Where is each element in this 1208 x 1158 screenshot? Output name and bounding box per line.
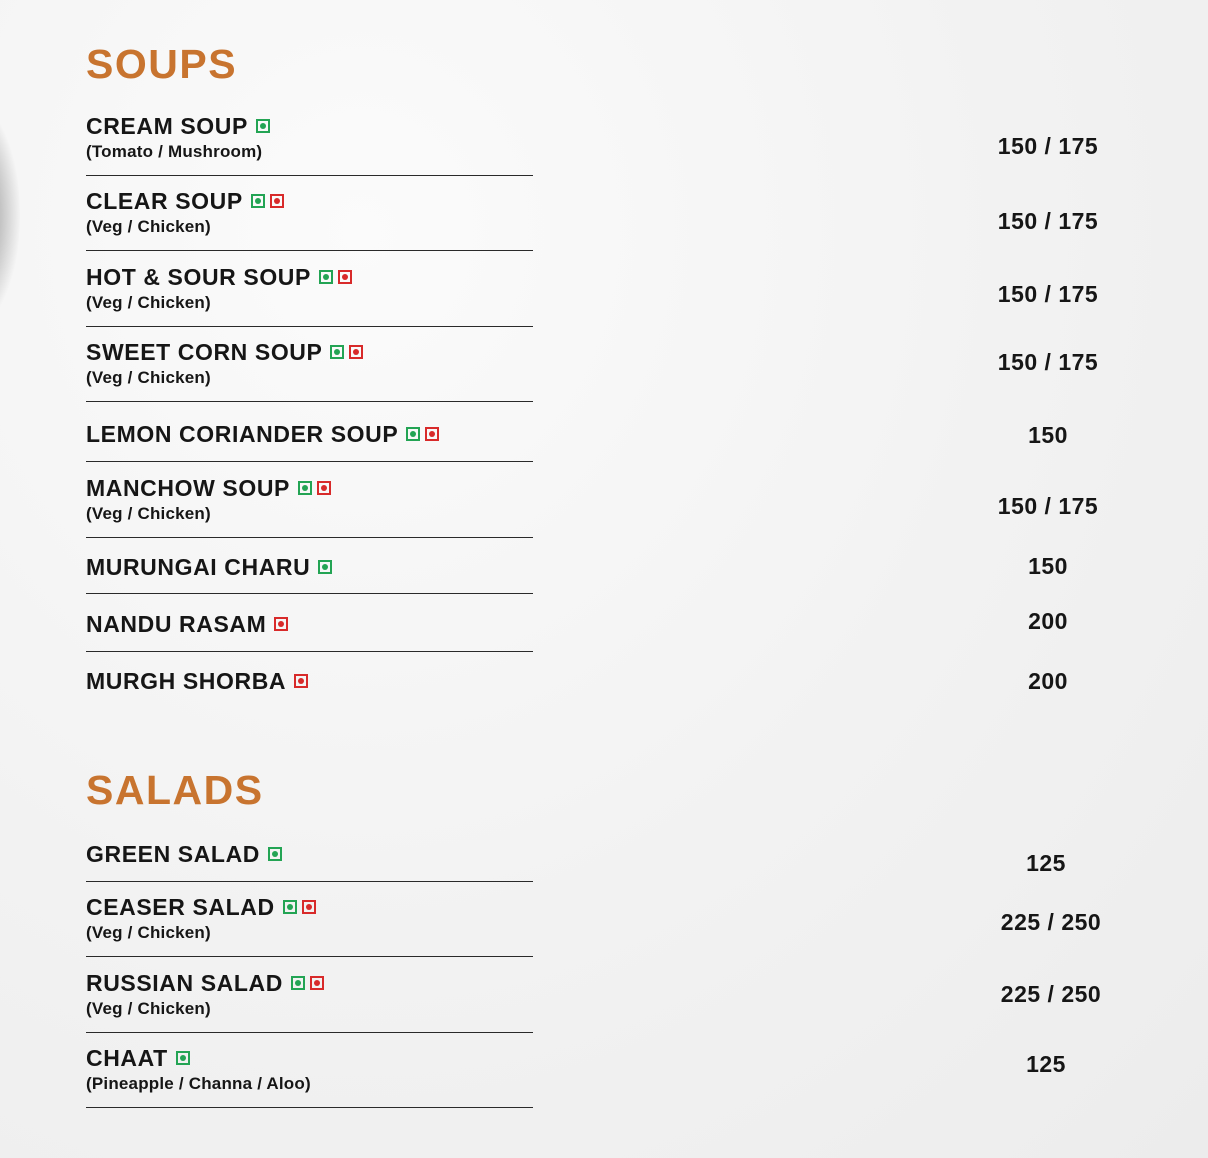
veg-mark-icon xyxy=(256,119,270,133)
item-price: 150 / 175 xyxy=(997,133,1099,159)
item-name: MANCHOW SOUP xyxy=(86,475,290,501)
item-price: 150 / 175 xyxy=(997,208,1099,234)
veg-mark-icon xyxy=(268,847,282,861)
item-price: 125 xyxy=(1026,1051,1066,1077)
menu-item-murungai-charu xyxy=(86,553,533,594)
menu-item-russian-salad xyxy=(86,969,533,1033)
menu-item-green-salad xyxy=(86,840,533,882)
non-veg-mark-icon xyxy=(317,481,331,495)
salads-title: SALADS xyxy=(86,767,264,813)
veg-mark-icon xyxy=(176,1051,190,1065)
item-price: 150 / 175 xyxy=(997,281,1099,307)
veg-mark-icon xyxy=(318,560,332,574)
menu-item-sweet-corn-soup xyxy=(86,338,533,402)
non-veg-mark-icon xyxy=(274,617,288,631)
item-name: CEASER SALAD xyxy=(86,894,275,920)
item-sub: (Veg / Chicken) xyxy=(86,923,211,942)
plate-shadow xyxy=(0,90,20,340)
veg-mark-icon xyxy=(291,976,305,990)
menu-item-chaat xyxy=(86,1044,533,1108)
item-price: 225 / 250 xyxy=(1000,981,1102,1007)
item-price: 150 / 175 xyxy=(997,349,1099,375)
non-veg-mark-icon xyxy=(310,976,324,990)
non-veg-mark-icon xyxy=(338,270,352,284)
item-name: MURUNGAI CHARU xyxy=(86,554,311,580)
veg-mark-icon xyxy=(283,900,297,914)
item-name: CLEAR SOUP xyxy=(86,188,243,214)
menu-item-hot-sour-soup xyxy=(86,263,533,327)
non-veg-mark-icon xyxy=(294,674,308,688)
item-sub: (Pineapple / Channa / Aloo) xyxy=(86,1074,311,1093)
item-name: LEMON CORIANDER SOUP xyxy=(86,421,399,447)
menu-item-lemon-coriander-soup xyxy=(86,420,533,462)
veg-mark-icon xyxy=(406,427,420,441)
veg-mark-icon xyxy=(251,194,265,208)
item-name: HOT & SOUR SOUP xyxy=(86,264,311,290)
item-name: NANDU RASAM xyxy=(86,611,267,637)
item-sub: (Veg / Chicken) xyxy=(86,504,211,523)
menu-item-murgh-shorba xyxy=(86,667,533,701)
item-name: SWEET CORN SOUP xyxy=(86,339,323,365)
item-sub: (Tomato / Mushroom) xyxy=(86,142,263,161)
non-veg-mark-icon xyxy=(302,900,316,914)
item-price: 200 xyxy=(1028,668,1068,694)
veg-mark-icon xyxy=(330,345,344,359)
veg-mark-icon xyxy=(298,481,312,495)
soups-title: SOUPS xyxy=(86,41,238,87)
non-veg-mark-icon xyxy=(270,194,284,208)
item-price: 150 xyxy=(1028,422,1068,448)
veg-mark-icon xyxy=(319,270,333,284)
item-sub: (Veg / Chicken) xyxy=(86,368,211,387)
non-veg-mark-icon xyxy=(425,427,439,441)
item-sub: (Veg / Chicken) xyxy=(86,999,211,1018)
item-name: RUSSIAN SALAD xyxy=(86,970,283,996)
item-name: MURGH SHORBA xyxy=(86,668,287,694)
item-price: 225 / 250 xyxy=(1000,909,1102,935)
non-veg-mark-icon xyxy=(349,345,363,359)
item-name: GREEN SALAD xyxy=(86,841,261,867)
item-price: 150 / 175 xyxy=(997,493,1099,519)
menu-item-ceaser-salad xyxy=(86,893,533,957)
item-price: 125 xyxy=(1026,850,1066,876)
item-price: 150 xyxy=(1028,553,1068,579)
menu-item-cream-soup xyxy=(86,112,533,176)
menu-item-clear-soup xyxy=(86,187,533,251)
item-name: CHAAT xyxy=(86,1045,168,1071)
item-name: CREAM SOUP xyxy=(86,113,248,139)
item-sub: (Veg / Chicken) xyxy=(86,293,211,312)
item-sub: (Veg / Chicken) xyxy=(86,217,211,236)
item-price: 200 xyxy=(1028,608,1068,634)
menu-item-nandu-rasam xyxy=(86,610,533,652)
menu-item-manchow-soup xyxy=(86,474,533,538)
